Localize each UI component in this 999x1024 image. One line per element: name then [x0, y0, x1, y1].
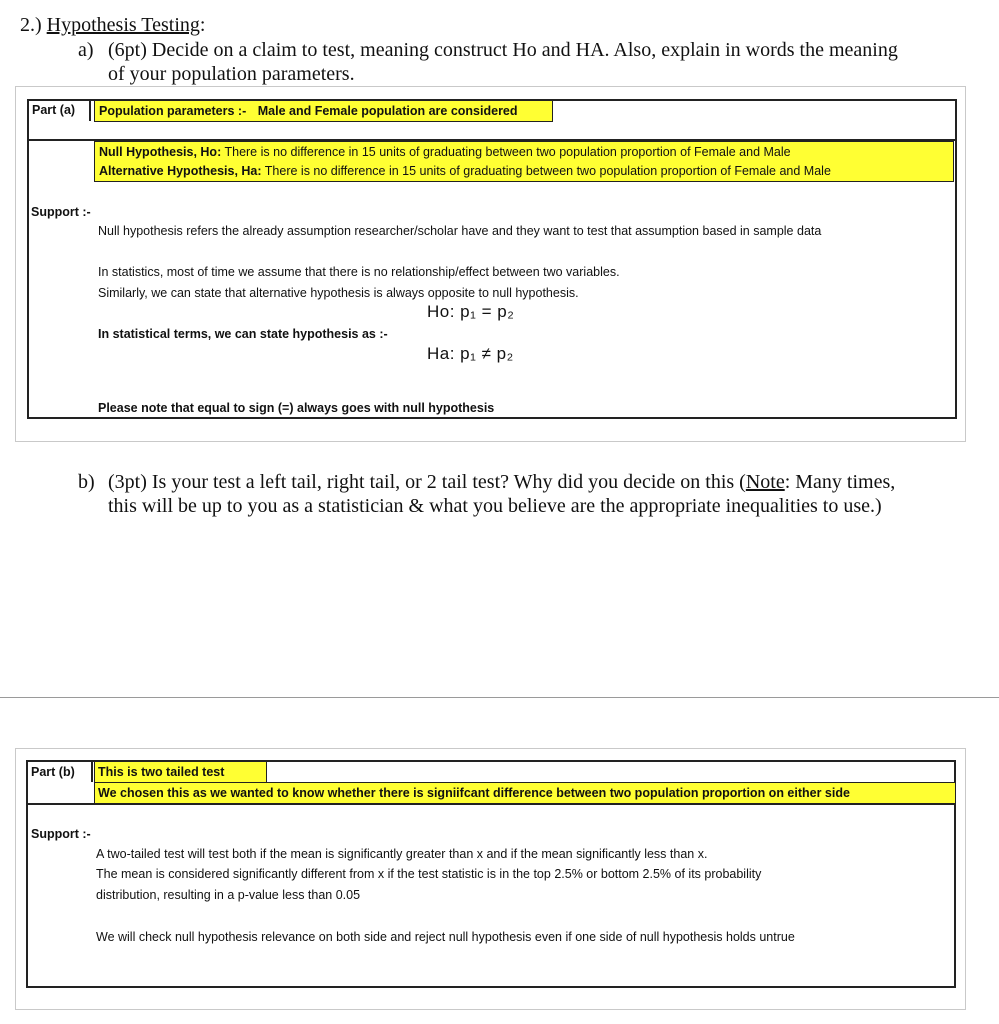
part-b-prompt-line1 — [108, 470, 895, 494]
reason-cell — [94, 782, 956, 804]
alt-hypothesis-text: There is no difference in 15 units of graduating between two population proportion of Female and Male — [264, 164, 831, 178]
part-a-prompt-line2: of your population parameters. — [108, 63, 355, 85]
ha-equation: Ha: p₁ ≠ p₂ — [427, 344, 514, 363]
ho-equation: Ho: p₁ = p₂ — [427, 302, 515, 321]
part-a-support-line2: In statistics, most of time we assume that there is no relationship/effect between two variables. — [98, 265, 620, 279]
equal-sign-note: Please note that equal to sign (=) always goes with null hypothesis — [98, 401, 495, 415]
part-a-label: Part (a) — [32, 103, 76, 117]
part-b-support-line4: We will check null hypothesis relevance on both side and reject null hypothesis even if one side of null hypothesis holds untrue — [96, 930, 795, 944]
part-a-label-divider — [89, 99, 91, 121]
part-a-prompt-line1: (6pt) Decide on a claim to test, meaning construct Ho and HA. Also, explain in words the meaning — [108, 39, 898, 61]
question-number: 2.) — [20, 14, 42, 36]
population-params-value: Male and Female population are considered — [257, 104, 518, 118]
test-type-cell — [94, 761, 267, 783]
statistical-terms-text: In statistical terms, we can state hypothesis as :- — [98, 327, 388, 341]
part-b-label-divider — [91, 760, 93, 782]
reason-text: We chosen this as we wanted to know whether there is signiifcant difference between two population proportion on either side — [98, 786, 850, 800]
alt-hypothesis-label: Alternative Hypothesis, Ha: — [99, 164, 262, 178]
alt-hypothesis-row — [99, 162, 949, 181]
null-hypothesis-row — [99, 143, 949, 162]
part-b-prompt-line1-post: : Many times, — [784, 471, 896, 493]
part-b-support-line3: distribution, resulting in a p-value less than 0.05 — [96, 888, 361, 902]
part-b-support-line2: The mean is considered significantly different from x if the test statistic is in the top 2.5% or bottom 2.5% of its probability — [96, 867, 762, 881]
part-a-support-line3: Similarly, we can state that alternative hypothesis is always opposite to null hypothesis. — [98, 286, 579, 300]
population-params-label: Population parameters :- — [99, 104, 247, 118]
part-a-prompt-label: a) — [78, 39, 94, 61]
null-hypothesis-label: Null Hypothesis, Ho: — [99, 145, 222, 159]
question-topic: Hypothesis Testing — [46, 14, 200, 36]
section-separator — [0, 697, 999, 698]
part-a-support-label: Support :- — [31, 205, 91, 219]
part-b-support-label: Support :- — [31, 827, 91, 841]
question-title — [20, 12, 205, 38]
test-type-text: This is two tailed test — [98, 765, 225, 779]
question-colon: : — [199, 14, 206, 36]
part-b-prompt-label: b) — [78, 471, 95, 493]
part-b-prompt-note: Note — [745, 471, 785, 493]
part-b-label: Part (b) — [31, 765, 75, 779]
part-a-support-line1: Null hypothesis refers the already assumption researcher/scholar have and they want to test that assumption based in sample data — [98, 224, 822, 238]
null-hypothesis-text: There is no difference in 15 units of graduating between two population proportion of Female and Male — [224, 145, 791, 159]
population-params-cell — [94, 100, 553, 122]
hypotheses-cell — [94, 141, 954, 182]
part-b-prompt-line2: this will be up to you as a statistician & what you believe are the appropriate inequalities to use.) — [108, 495, 882, 517]
part-b-prompt-line1-pre: (3pt) Is your test a left tail, right tail, or 2 tail test? Why did you decide on this ( — [108, 471, 746, 493]
test-type-row-border — [266, 761, 956, 783]
part-b-support-line1: A two-tailed test will test both if the mean is significantly greater than x and if the mean significantly less than x. — [96, 847, 708, 861]
